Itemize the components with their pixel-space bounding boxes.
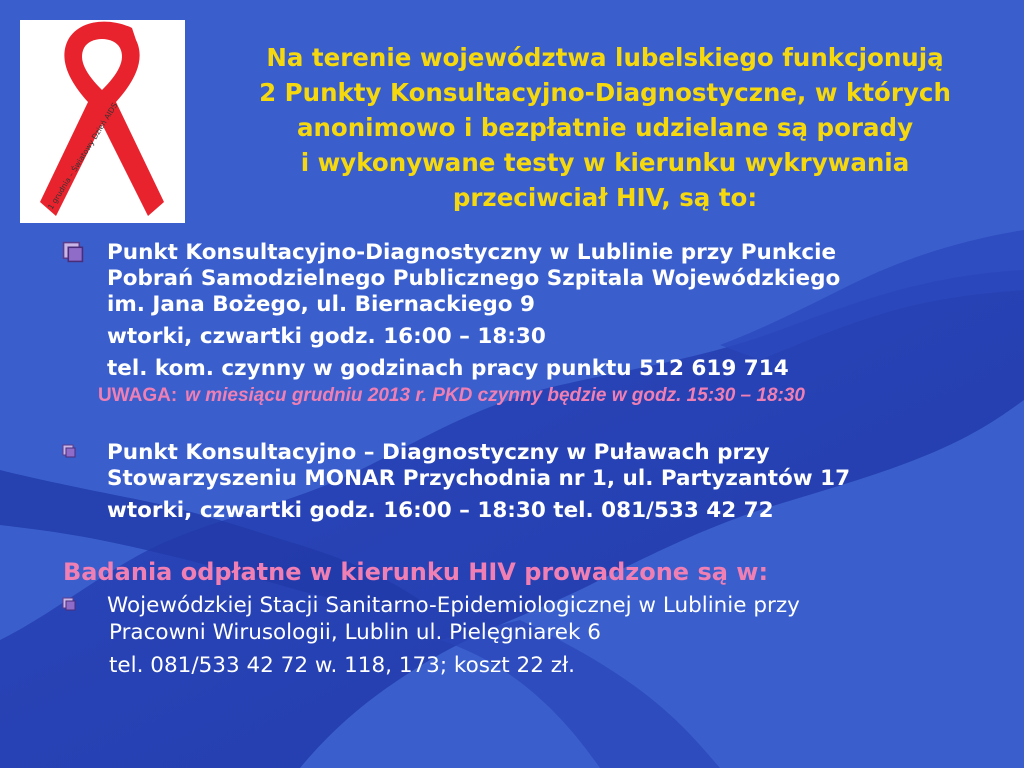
- paid-tests-heading: Badania odpłatne w kierunku HIV prowadzone są w:: [63, 558, 769, 586]
- title-line: Na terenie województwa lubelskiego funkcjonują: [266, 43, 944, 72]
- point-lublin-line: Punkt Konsultacyjno-Diagnostyczny w Lublinie przy Punkcie: [107, 240, 837, 265]
- bullet-square-icon: [62, 241, 84, 263]
- point-lublin: [107, 240, 840, 382]
- paid-tests-location: [107, 592, 800, 679]
- aids-ribbon-logo: [20, 20, 185, 223]
- point-pulawy: [107, 440, 850, 524]
- point-pulawy-hours-phone: wtorki, czwartki godz. 16:00 – 18:30 tel. 081/533 42 72: [107, 498, 774, 523]
- title-line: i wykonywane testy w kierunku wykrywania: [300, 148, 910, 177]
- warning-note: [98, 385, 805, 407]
- page-title: [195, 40, 1015, 215]
- point-lublin-phone: tel. kom. czynny w godzinach pracy punktu 512 619 714: [107, 356, 789, 381]
- paid-tests-line: Pracowni Wirusologii, Lublin ul. Pielęgniarek 6: [109, 620, 601, 645]
- bullet-square-icon: [62, 444, 76, 458]
- point-pulawy-line: Stowarzyszeniu MONAR Przychodnia nr 1, ul. Partyzantów 17: [107, 466, 851, 491]
- point-lublin-line: Pobrań Samodzielnego Publicznego Szpitala Wojewódzkiego: [107, 266, 841, 291]
- warning-message: w miesiącu grudniu 2013 r. PKD czynny będzie w godz. 15:30 – 18:30: [185, 385, 805, 406]
- bullet-square-icon: [62, 597, 76, 611]
- point-lublin-line: im. Jana Bożego, ul. Biernackiego 9: [107, 292, 535, 317]
- point-lublin-hours: wtorki, czwartki godz. 16:00 – 18:30: [107, 324, 546, 349]
- paid-tests-line: tel. 081/533 42 72 w. 118, 173; koszt 22 zł.: [109, 653, 575, 678]
- title-line: anonimowo i bezpłatnie udzielane są porady: [296, 113, 914, 142]
- title-line: 2 Punkty Konsultacyjno-Diagnostyczne, w których: [259, 78, 951, 107]
- point-pulawy-line: Punkt Konsultacyjno – Diagnostyczny w Puławach przy: [107, 440, 770, 465]
- warning-label: UWAGA:: [98, 385, 178, 406]
- title-line: przeciwciał HIV, są to:: [452, 183, 758, 212]
- ribbon-caption: 1 grudnia – Światowy Dzień AIDS: [46, 101, 120, 212]
- paid-tests-line: Wojewódzkiej Stacji Sanitarno-Epidemiologicznej w Lublinie przy: [107, 593, 800, 618]
